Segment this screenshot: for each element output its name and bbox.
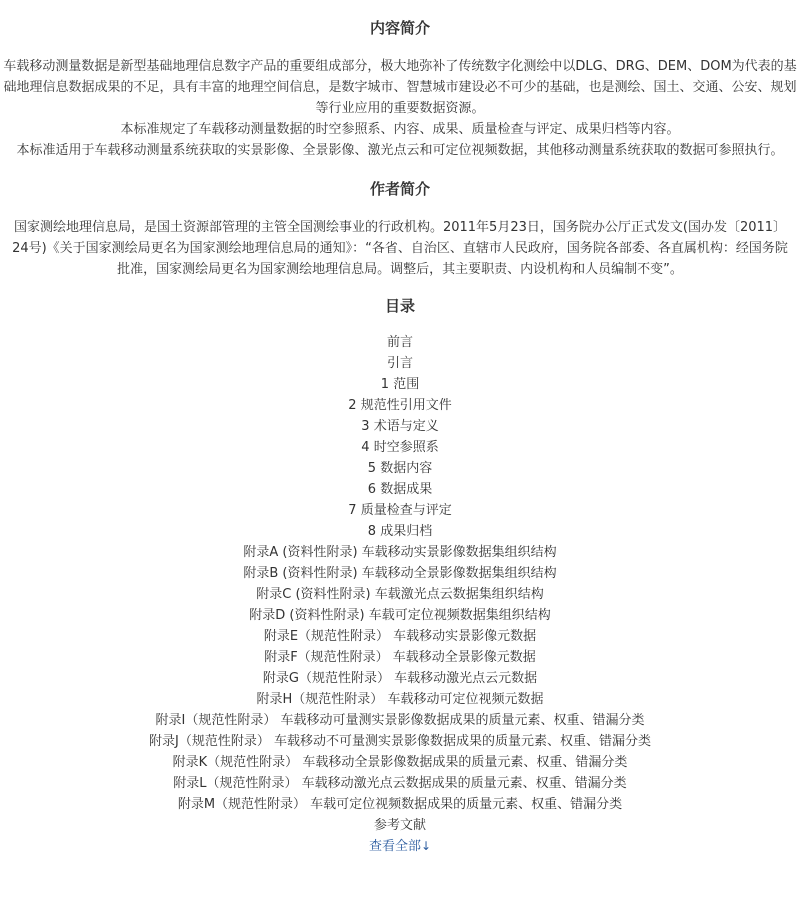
toc-item: 6 数据成果 xyxy=(367,482,433,497)
author-body xyxy=(0,217,800,280)
toc-item: 附录D (资料性附录) 车载可定位视频数据集组织结构 xyxy=(249,608,551,623)
toc-list xyxy=(0,332,800,836)
toc-item: 引言 xyxy=(386,356,413,371)
view-all-link[interactable] xyxy=(0,836,800,857)
toc-item: 7 质量检查与评定 xyxy=(348,503,452,518)
intro-body xyxy=(0,56,800,161)
intro-paragraph: 本标准规定了车载移动测量数据的时空参照系、内容、成果、质量检查与评定、成果归档等内容。 xyxy=(120,122,680,137)
toc-item: 附录F（规范性附录） 车载移动全景影像元数据 xyxy=(264,650,536,665)
toc-item: 5 数据内容 xyxy=(367,461,433,476)
intro-paragraph: 车载移动测量数据是新型基础地理信息数字产品的重要组成部分，极大地弥补了传统数字化测绘中以DLG、DRG、DEM、DOM为代表的基础地理信息数据成果的不足，具有丰富的地理空间信息，是数字城市、智慧城市建设必不可少的基础，也是测绘、国土、交通、公安、规划等行业应用的重要数据资源。 xyxy=(3,59,797,116)
toc-item: 8 成果归档 xyxy=(367,524,433,539)
toc-item: 前言 xyxy=(386,335,413,350)
toc-item: 附录L（规范性附录） 车载移动激光点云数据成果的质量元素、权重、错漏分类 xyxy=(173,776,627,791)
author-paragraph: 国家测绘地理信息局，是国土资源部管理的主管全国测绘事业的行政机构。2011年5月23日，国务院办公厅正式发文(国办发〔2011〕24号)《关于国家测绘局更名为国家测绘地理信息局的通知》：“各省、自治区、直辖市人民政府，国务院各部委、各直属机构：经国务院批准，国家测绘局更名为国家测绘地理信息局。调整后，其主要职责、内设机构和人员编制不变”。 xyxy=(12,220,788,277)
toc-item: 附录I（规范性附录） 车载移动可量测实景影像数据成果的质量元素、权重、错漏分类 xyxy=(155,713,645,728)
toc-item: 附录K（规范性附录） 车载移动全景影像数据成果的质量元素、权重、错漏分类 xyxy=(172,755,628,770)
toc-item: 附录H（规范性附录） 车载移动可定位视频元数据 xyxy=(256,692,544,707)
toc-item: 附录J（规范性附录） 车载移动不可量测实景影像数据成果的质量元素、权重、错漏分类 xyxy=(149,734,651,749)
toc-item: 附录A (资料性附录) 车载移动实景影像数据集组织结构 xyxy=(243,545,557,560)
toc-item: 附录E（规范性附录） 车载移动实景影像元数据 xyxy=(263,629,537,644)
toc-item: 附录B (资料性附录) 车载移动全景影像数据集组织结构 xyxy=(243,566,557,581)
toc-title: 目录 xyxy=(384,297,415,315)
toc-item: 4 时空参照系 xyxy=(361,440,439,455)
toc-item: 1 范围 xyxy=(380,377,420,392)
intro-paragraph: 本标准适用于车载移动测量系统获取的实景影像、全景影像、激光点云和可定位视频数据，其他移动测量系统获取的数据可参照执行。 xyxy=(16,143,784,158)
author-title: 作者简介 xyxy=(369,180,430,198)
toc-item: 参考文献 xyxy=(373,818,426,833)
toc-item: 2 规范性引用文件 xyxy=(348,398,452,413)
view-all-label: 查看全部 xyxy=(368,839,421,854)
intro-title: 内容简介 xyxy=(369,19,430,37)
toc-item: 附录M（规范性附录） 车载可定位视频数据成果的质量元素、权重、错漏分类 xyxy=(177,797,623,812)
toc-item: 附录G（规范性附录） 车载移动激光点云元数据 xyxy=(262,671,538,686)
toc-item: 3 术语与定义 xyxy=(361,419,439,434)
toc-item: 附录C (资料性附录) 车载激光点云数据集组织结构 xyxy=(256,587,544,602)
arrow-down-icon: ↓ xyxy=(420,839,432,853)
